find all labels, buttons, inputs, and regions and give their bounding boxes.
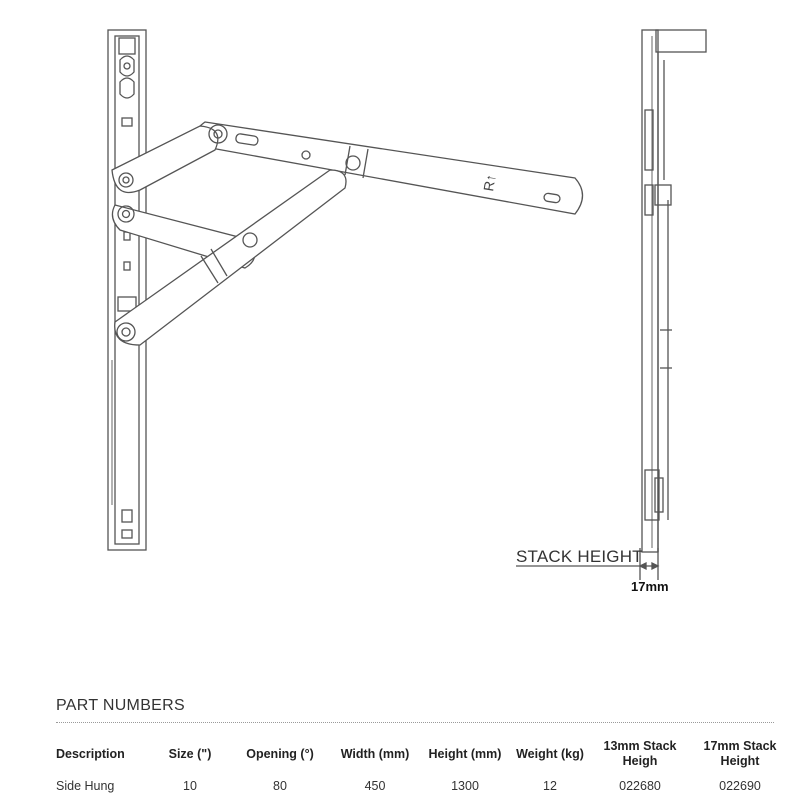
- header-width: Width (mm): [340, 746, 410, 761]
- header-weight: Weight (kg): [516, 746, 584, 761]
- upper-arm: [195, 122, 582, 214]
- cell-weight: 12: [543, 779, 557, 793]
- table-header-row: [40, 736, 790, 772]
- header-description: Description: [56, 746, 125, 761]
- header-13mm-stack: 13mm Stack Heigh: [603, 739, 677, 768]
- stack-height-label: STACK HEIGHT: [516, 547, 643, 566]
- cell-opening: 80: [273, 779, 287, 793]
- cell-17mm-part: 022690: [719, 779, 761, 793]
- arm-marking: R↑: [480, 172, 499, 193]
- part-numbers-table: [40, 736, 790, 800]
- header-height: Height (mm): [428, 746, 502, 761]
- table-row: [40, 772, 790, 800]
- cell-description: Side Hung: [56, 779, 115, 793]
- hinge-side-view: [642, 30, 706, 552]
- header-17mm-stack: 17mm Stack Height: [703, 739, 777, 768]
- header-size: Size ("): [168, 746, 212, 761]
- cell-13mm-part: 022680: [619, 779, 661, 793]
- cell-height: 1300: [451, 779, 479, 793]
- cell-width: 450: [364, 779, 386, 793]
- hinge-track: [108, 30, 146, 550]
- part-numbers-title: PART NUMBERS: [56, 697, 185, 714]
- header-opening: Opening (°): [246, 746, 314, 761]
- cell-size: 10: [183, 779, 197, 793]
- diagonal-brace: [115, 170, 346, 345]
- stack-height-value: 17mm: [631, 579, 669, 594]
- section-divider: [56, 722, 774, 723]
